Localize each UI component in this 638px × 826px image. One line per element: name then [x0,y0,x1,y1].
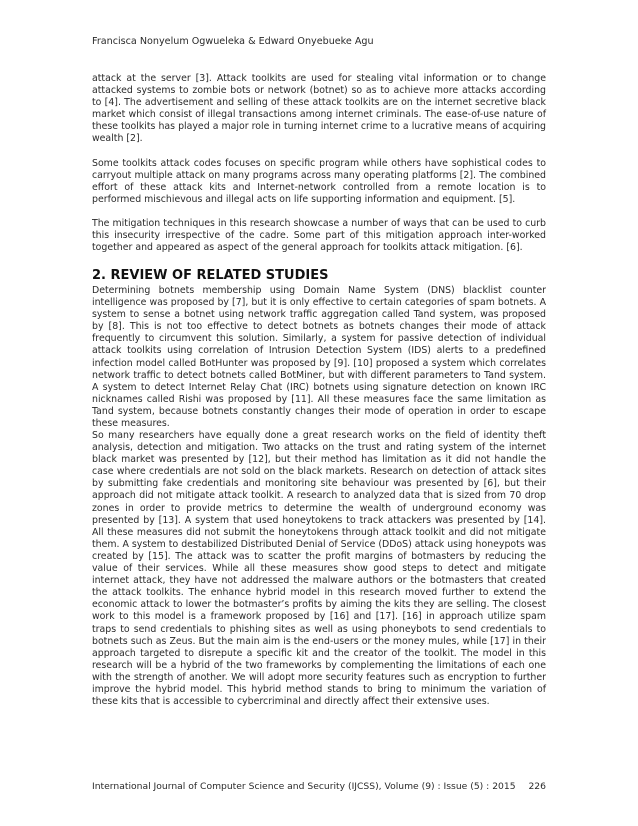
paragraph-mitigation: The mitigation techniques in this research showcase a number of ways that can be used to curb this insecurity irrespective of the cadre. Some part of this mitigation approach inter-worked together and appeared as aspect of the general approach for toolkits attack mitigation. [6]. [92,218,546,254]
section-heading-review: 2. REVIEW OF RELATED STUDIES [92,268,329,283]
running-head-authors: Francisca Nonyelum Ogwueleka & Edward Onyebueke Agu [92,36,374,47]
footer-page-number: 226 [528,781,546,792]
paragraph-identity-theft-review: So many researchers have equally done a great research works on the field of identity theft analysis, detection and mitigation. Two attacks on the trust and rating system of the internet black market was presented by [12], but their method has limitation as it did not handle the case where credentials are not sold on the black markets. Research on detection of attack sites by submitting fake credentials and monitoring site behaviour was presented by [6], but their approach did not mitigate attack toolkit. A research to analyzed data that is sized from 70 drop zones in order to provide metrics to determine the wealth of underground economy was presented by [13]. A system that used honeytokens to track attackers was presented by [14]. All these measures did not submit the honeytokens through attack toolkit and did not mitigate them. A system to destabilized Distributed Denial of Service (DDoS) attack using honeypots was created by [15]. The attack was to scatter the profit margins of botmasters by reducing the value of their services. While all these measures show good steps to detect and mitigate internet attack, they have not addressed the malware authors or the botmasters that created the attack toolkits. The enhance hybrid model in this research moved further to extend the economic attack to lower the botmaster’s profits by aiming the kits they are selling. The closest work to this model is a framework proposed by [16] and [17]. [16] in approach utilize spam traps to send credentials to phishing sites as well as using phoneybots to send credentials to botnets such as Zeus. But the main aim is the end-users or the money mules, while [17] in their approach targeted to disrepute a specific kit and the creator of the toolkit. The model in this research will be a hybrid of the two frameworks by complementing the limitations of each one with the strength of another. We will adopt more security features such as encryption to further improve the hybrid model. This hybrid method stands to bring to minimum the variation of these kits that is accessible to cybercriminal and directly affect their extensive uses. [92,430,546,708]
paragraph-botnets-review: Determining botnets membership using Domain Name System (DNS) blacklist counter intelligence was proposed by [7], but it is only effective to certain categories of spam botnets. A system to sense a botnet using network traffic aggregation called Tand system, was proposed by [8]. This is not too effective to detect botnets as botnets changes their mode of attack frequently to circumvent this solution. Similarly, a system for passive detection of individual attack toolkits using correlation of Intrusion Detection System (IDS) alerts to a predefined infection model called BotHunter was proposed by [9]. [10] proposed a system which correlates network traffic to detect botnets called BotMiner, but with different parameters to Tand system. A system to detect Internet Relay Chat (IRC) botnets using signature detection on known IRC nicknames called Rishi was proposed by [11]. All these measures face the same limitation as Tand system, because botnets constantly changes their mode of operation in order to escape these measures. [92,285,546,430]
paragraph-toolkit-codes: Some toolkits attack codes focuses on specific program while others have sophistical codes to carryout multiple attack on many programs across many operating platforms [2]. The combined effort of these attack kits and Internet-network controlled from a remote location is to performed mischievous and illegal acts on life supporting information and equipment. [5]. [92,158,546,206]
footer-journal-citation: International Journal of Computer Science and Security (IJCSS), Volume (9) : Issue (5) : 2015 [92,781,516,792]
paragraph-attack-toolkits: attack at the server [3]. Attack toolkits are used for stealing vital information or to change attacked systems to zombie bots or network (botnet) so as to achieve more attacks according to [4]. The advertisement and selling of these attack toolkits are on the internet secretive black market which consist of illegal transactions among internet criminals. The ease-of-use nature of these toolkits has played a major role in turning internet crime to a lucrative means of acquiring wealth [2]. [92,73,546,145]
